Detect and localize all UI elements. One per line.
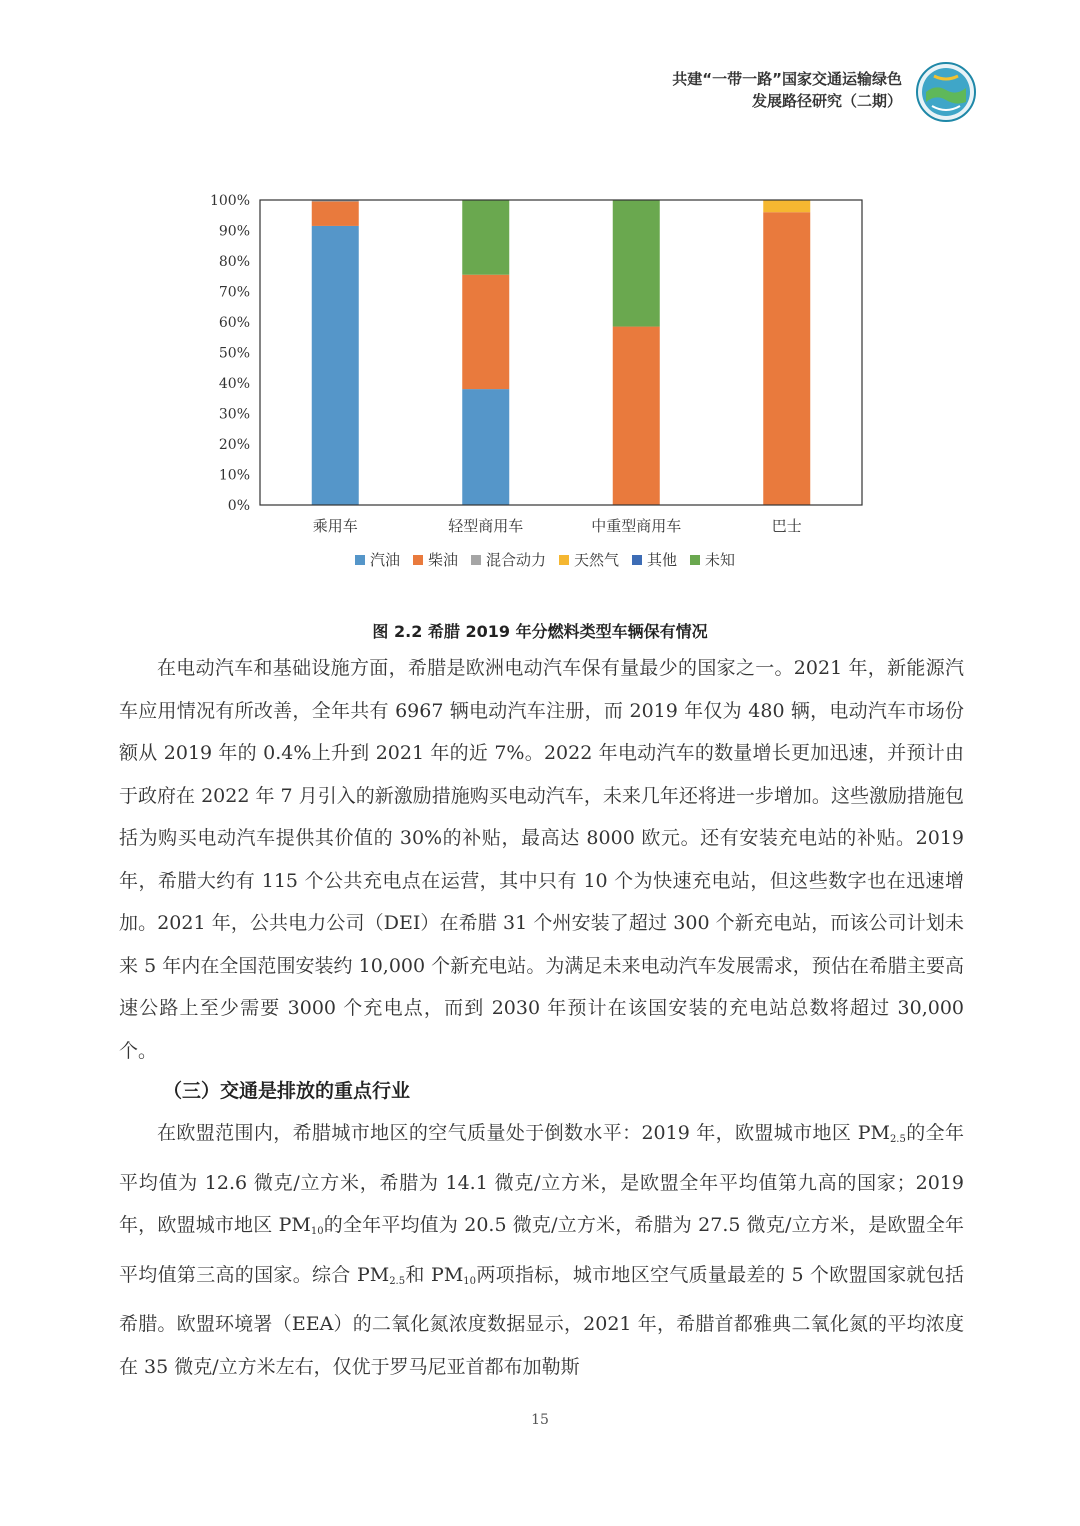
pm10-subscript: 10	[310, 1226, 324, 1237]
legend-label-混合动力: 混合动力	[486, 551, 547, 569]
legend-label-柴油: 柴油	[428, 551, 459, 569]
p2-part-b: 的全年平均值为 12.6 微克/立方米，希腊为 14.1 微克/立方米，是欧盟全年平均值第九高的国家；2019 年，欧盟城市地区 PM	[119, 1122, 964, 1236]
paragraph-air-quality	[119, 1112, 964, 1388]
legend-label-汽油: 汽油	[370, 551, 401, 569]
y-tick-label: 70%	[218, 284, 250, 301]
legend-label-天然气: 天然气	[574, 551, 620, 569]
y-tick-label: 90%	[218, 223, 250, 240]
section-title: （三）交通是排放的重点行业	[163, 1080, 411, 1102]
bar-segment-天然气	[763, 200, 810, 212]
bar-segment-柴油	[763, 212, 810, 505]
legend-swatch-混合动力	[471, 555, 481, 565]
y-tick-label: 80%	[218, 254, 250, 270]
globe-logo-icon	[916, 62, 976, 122]
y-tick-label: 10%	[218, 467, 250, 484]
bar-segment-柴油	[462, 275, 509, 389]
y-tick-label: 100%	[209, 193, 250, 209]
p2-part-d: 和 PM	[405, 1263, 464, 1286]
x-category-label: 轻型商用车	[448, 517, 524, 535]
pm25-subscript: 2.5	[889, 1134, 906, 1145]
x-category-label: 巴士	[771, 517, 802, 535]
pm25-subscript-2: 2.5	[389, 1275, 406, 1287]
bar-segment-汽油	[462, 389, 509, 505]
legend-swatch-汽油	[355, 555, 365, 565]
y-tick-label: 50%	[218, 345, 250, 362]
legend-swatch-天然气	[559, 555, 569, 565]
y-tick-label: 0%	[227, 498, 250, 514]
legend-label-未知: 未知	[705, 551, 736, 569]
bar-segment-柴油	[312, 202, 359, 226]
x-category-label: 乘用车	[312, 517, 358, 535]
header-line-1: 共建“一带一路”国家交通运输绿色	[672, 70, 902, 88]
p2-part-c: 的全年平均值为 20.5 微克/立方米，希腊为 27.5 微克/立方米，是欧盟全年平均值第三高的国家。综合 PM	[119, 1214, 965, 1286]
y-tick-label: 20%	[218, 437, 250, 453]
y-tick-label: 60%	[218, 315, 250, 331]
legend-label-其他: 其他	[647, 551, 678, 569]
bar-segment-未知	[462, 200, 509, 275]
bar-segment-汽油	[312, 226, 359, 505]
y-tick-label: 30%	[218, 406, 250, 423]
header-line-2: 发展路径研究（二期）	[751, 92, 902, 110]
running-header	[672, 68, 902, 112]
paragraph-2-text	[119, 1112, 964, 1388]
p2-part-a: 在欧盟范围内，希腊城市地区的空气质量处于倒数水平：2019 年，欧盟城市地区 PM	[157, 1122, 890, 1144]
legend-swatch-未知	[690, 555, 700, 565]
figure-caption: 图 2.2 希腊 2019 年分燃料类型车辆保有情况	[372, 622, 708, 641]
bar-segment-混合动力	[312, 201, 359, 202]
bar-segment-柴油	[613, 327, 660, 505]
page-number: 15	[531, 1412, 549, 1428]
pm10-subscript-2: 10	[463, 1275, 477, 1287]
paragraph-1-text: 在电动汽车和基础设施方面，希腊是欧洲电动汽车保有量最少的国家之一。2021 年，新能源汽车应用情况有所改善，全年共有 6967 辆电动汽车注册，而 2019 年仅为 480 辆，电动汽车市场份额从 2019 年的 0.4%上升到 2021 年的近 7%。2022 年电动汽车的数量增长更加迅速，并预计由于政府在 2022 年 7 月引入的新激励措施购买电动汽车，未来几年还将进一步增加。这些激励措施包括为购买电动汽车提供其价值的 30%的补贴，最高达 8000 欧元。还有安装充电站的补贴。2019 年，希腊大约有 115 个公共充电点在运营，其中只有 10 个为快速充电站，但这些数字也在迅速增加。2021 年，公共电力公司（DEI）在希腊 31 个州安装了超过 300 个新充电站，而该公司计划未来 5 年内在全国范围安装约 10,000 个新充电站。为满足未来电动汽车发展需求，预估在希腊主要高速公路上至少需要 3000 个充电点，而到 2030 年预计在该国安装的充电站总数将超过 30,000 个。	[119, 657, 964, 1062]
x-category-label: 中重型商用车	[591, 517, 682, 535]
y-tick-label: 40%	[218, 376, 250, 392]
legend-swatch-其他	[632, 555, 642, 565]
legend-swatch-柴油	[413, 555, 423, 565]
bar-segment-未知	[613, 200, 660, 327]
p2-part-e: 两项指标，城市地区空气质量最差的 5 个欧盟国家就包括希腊。欧盟环境署（EEA）的二氧化氮浓度数据显示，2021 年，希腊首都雅典二氧化氮的平均浓度在 35 微克/立方米左右，仅优于罗马尼亚首都布加勒斯	[119, 1263, 965, 1378]
paragraph-ev-infrastructure	[119, 647, 964, 1072]
fuel-type-stacked-bar-chart	[190, 185, 890, 585]
